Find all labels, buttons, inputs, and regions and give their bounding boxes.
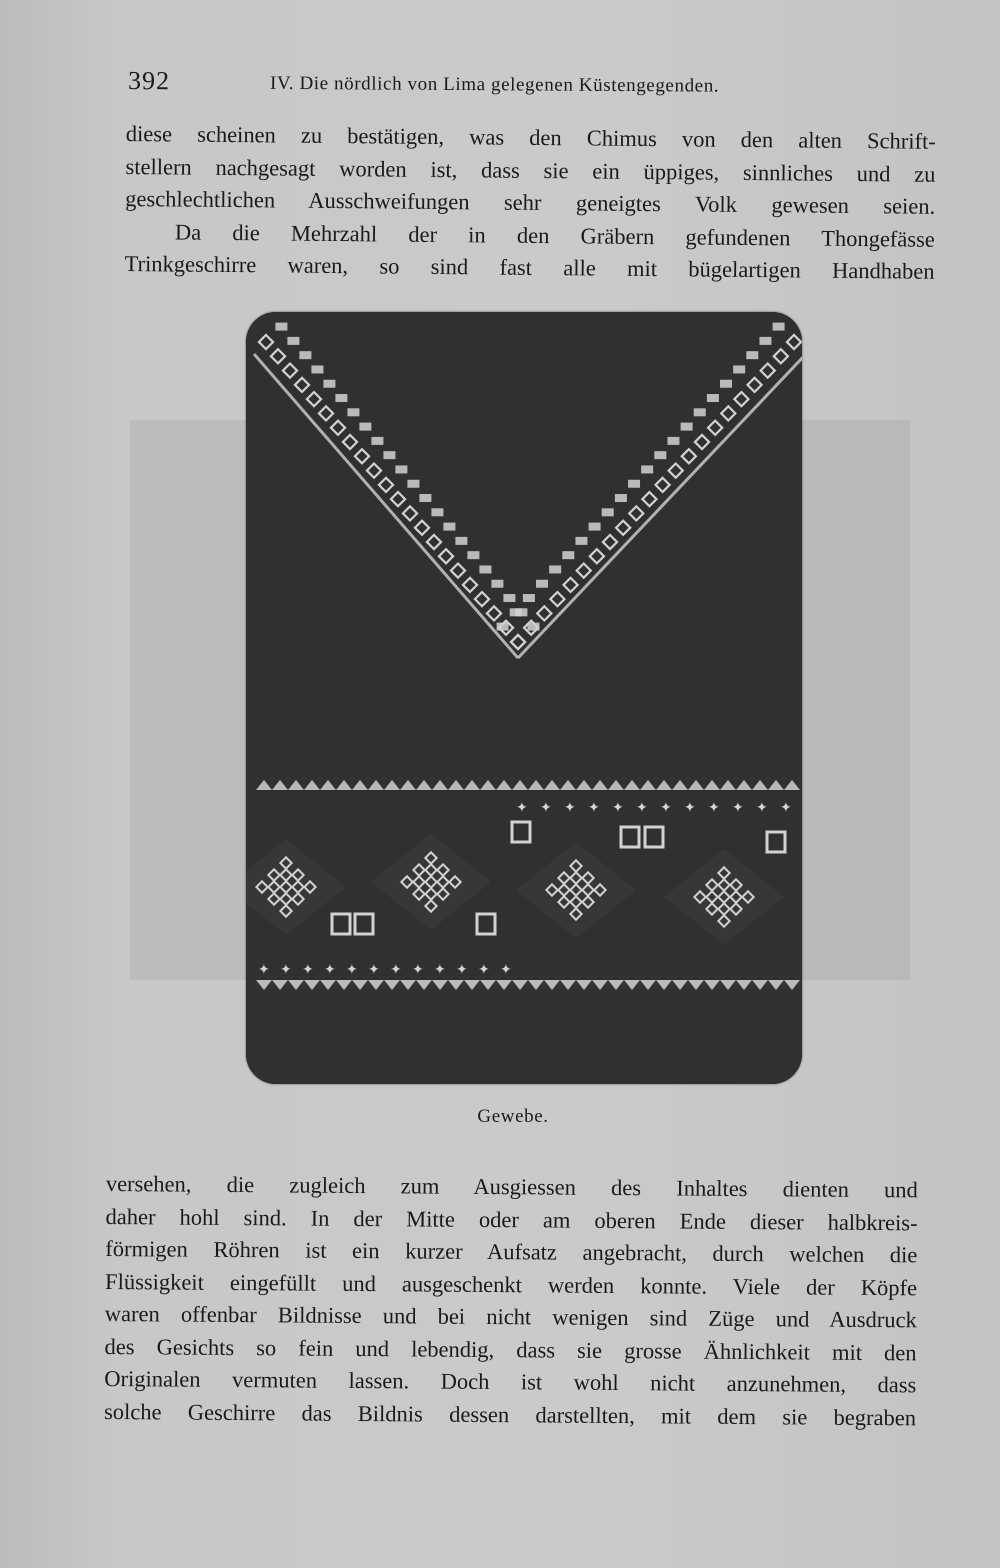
- text-line: daher hohl sind. In der Mitte oder am oberen Ende dieser halbkreis-: [105, 1203, 918, 1235]
- v-neck-step: [589, 523, 601, 531]
- running-header: [128, 66, 808, 106]
- v-neck-step: [467, 551, 479, 559]
- v-neck-step: [510, 608, 522, 616]
- v-neck-step: [628, 480, 640, 488]
- band-glyph: ✦: [516, 800, 528, 816]
- v-neck-step: [383, 451, 395, 459]
- band-glyph: ✦: [660, 800, 672, 816]
- text-line: Trinkgeschirre waren, so sind fast alle mit bügelartigen Handhaben: [124, 250, 935, 284]
- band-glyph: ✦: [732, 800, 744, 816]
- band-glyph: ✦: [588, 800, 600, 816]
- text-line: geschlechtlichen Ausschweifungen sehr geneigtes Volk gewesen seien.: [125, 185, 936, 219]
- text-line: des Gesichts so fein und lebendig, dass sie grosse Ähnlichkeit mit den: [104, 1333, 917, 1365]
- figure-caption: Gewebe.: [477, 1106, 549, 1127]
- v-neck-step: [746, 351, 758, 359]
- page-number: 392: [127, 66, 171, 96]
- v-neck-step: [641, 465, 653, 473]
- v-neck-step: [497, 623, 509, 631]
- v-neck-step: [371, 437, 383, 445]
- band-glyph: ✦: [564, 800, 576, 816]
- v-neck-step: [347, 408, 359, 416]
- text-line: stellern nachgesagt worden ist, dass sie ein üppiges, sinnliches und zu: [125, 153, 936, 187]
- v-neck-step: [395, 465, 407, 473]
- band-glyph: ✦: [780, 800, 792, 816]
- v-neck-step: [335, 394, 347, 402]
- band-glyph: ✦: [324, 962, 336, 978]
- v-neck-step: [773, 323, 785, 331]
- top-paragraph: [124, 118, 936, 288]
- v-neck-step: [694, 408, 706, 416]
- v-neck-step: [536, 580, 548, 588]
- v-neck-step: [503, 594, 515, 602]
- v-neck-step: [479, 565, 491, 573]
- text-line: diese scheinen zu bestätigen, was den Chimus von den alten Schrift-: [125, 120, 936, 154]
- v-neck-step: [733, 365, 745, 373]
- v-neck-step: [359, 423, 371, 431]
- v-neck-step: [707, 394, 719, 402]
- text-line: versehen, die zugleich zum Ausgiessen des Inhaltes dienten und: [105, 1170, 918, 1203]
- band-glyph: ✦: [636, 800, 648, 816]
- v-neck-step: [615, 494, 627, 502]
- v-neck-step: [575, 537, 587, 545]
- v-neck-step: [549, 565, 561, 573]
- band-glyph: ✦: [390, 962, 402, 978]
- band-glyph: ✦: [258, 962, 270, 978]
- band-glyph: ✦: [478, 962, 490, 978]
- text-line: solche Geschirre das Bildnis dessen darstellten, mit dem sie begraben: [103, 1398, 917, 1430]
- v-neck-step: [299, 351, 311, 359]
- band-glyph: ✦: [368, 962, 380, 978]
- woven-textile-image: [246, 312, 802, 1084]
- v-neck-step: [759, 337, 771, 345]
- v-neck-step: [523, 594, 535, 602]
- text-line: Flüssigkeit eingefüllt und ausgeschenkt werden konnte. Viele der Köpfe: [105, 1268, 918, 1300]
- v-neck-step: [443, 523, 455, 531]
- v-neck-step: [491, 580, 503, 588]
- text-line: waren offenbar Bildnisse und bei nicht wenigen sind Züge und Ausdruck: [104, 1300, 917, 1333]
- band-glyph: ✦: [708, 800, 720, 816]
- v-neck-step: [419, 494, 431, 502]
- v-neck-step: [667, 437, 679, 445]
- v-neck-step: [602, 508, 614, 516]
- text-line: förmigen Röhren ist ein kurzer Aufsatz angebracht, durch welchen die: [105, 1235, 918, 1268]
- running-title: IV. Die nördlich von Lima gelegenen Küstengegenden.: [269, 72, 720, 97]
- bottom-paragraph: [104, 1168, 918, 1434]
- band-glyph: ✦: [456, 962, 468, 978]
- v-neck-step: [323, 380, 335, 388]
- band-glyph: ✦: [612, 800, 624, 816]
- v-neck-step: [275, 323, 287, 331]
- v-neck-step: [407, 480, 419, 488]
- text-line: Da die Mehrzahl der in den Gräbern gefundenen Thongefässe: [174, 218, 935, 252]
- v-neck-step: [287, 337, 299, 345]
- band-glyph: ✦: [684, 800, 696, 816]
- v-neck-step: [311, 365, 323, 373]
- band-glyph: ✦: [346, 962, 358, 978]
- textile-photograph: [246, 312, 802, 1084]
- band-glyph: ✦: [756, 800, 768, 816]
- v-neck-step: [455, 537, 467, 545]
- band-glyph: ✦: [302, 962, 314, 978]
- band-glyph: ✦: [280, 962, 292, 978]
- v-neck-step: [681, 423, 693, 431]
- v-neck-step: [654, 451, 666, 459]
- band-glyph: ✦: [412, 962, 424, 978]
- v-neck-step: [562, 551, 574, 559]
- v-neck-step: [431, 508, 443, 516]
- band-glyph: ✦: [434, 962, 446, 978]
- text-line: Originalen vermuten lassen. Doch ist wohl nicht anzunehmen, dass: [104, 1365, 917, 1398]
- v-neck-step: [720, 380, 732, 388]
- band-glyph: ✦: [500, 962, 512, 978]
- band-glyph: ✦: [540, 800, 552, 816]
